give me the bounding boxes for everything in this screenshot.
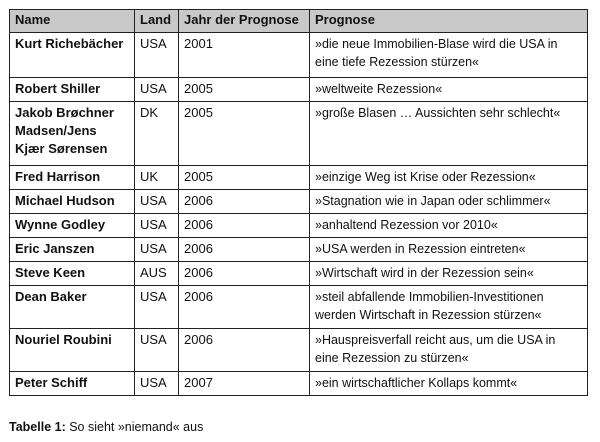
- land-cell: USA: [135, 190, 179, 214]
- jahr-cell: 2006: [179, 286, 310, 329]
- jahr-cell: 2006: [179, 329, 310, 372]
- prognose-cell: »Hauspreisverfall reicht aus, um die USA in eine Rezession zu stürzen«: [310, 329, 588, 372]
- name-cell: Steve Keen: [10, 262, 135, 286]
- prognose-cell: »große Blasen … Aussichten sehr schlecht«: [310, 102, 588, 166]
- prognose-cell: »ein wirtschaftlicher Kollaps kommt«: [310, 372, 588, 396]
- table-row: [10, 262, 588, 286]
- table-row: [10, 102, 588, 166]
- table-row: [10, 214, 588, 238]
- name-cell: Dean Baker: [10, 286, 135, 329]
- land-cell: USA: [135, 33, 179, 78]
- jahr-cell: 2006: [179, 262, 310, 286]
- table-row: [10, 33, 588, 78]
- name-cell: Peter Schiff: [10, 372, 135, 396]
- header-jahr: Jahr der Prognose: [179, 10, 310, 33]
- land-cell: AUS: [135, 262, 179, 286]
- prognose-cell: »Stagnation wie in Japan oder schlimmer«: [310, 190, 588, 214]
- prognose-cell: »weltweite Rezession«: [310, 78, 588, 102]
- name-cell: Robert Shiller: [10, 78, 135, 102]
- prognose-cell: »USA werden in Rezession eintreten«: [310, 238, 588, 262]
- prognose-cell: »die neue Immobilien-Blase wird die USA in eine tiefe Rezession stürzen«: [310, 33, 588, 78]
- land-cell: USA: [135, 78, 179, 102]
- name-cell: Jakob Brøchner Madsen/Jens Kjær Sørensen: [10, 102, 135, 166]
- name-cell: Fred Harrison: [10, 166, 135, 190]
- table-row: [10, 190, 588, 214]
- table-row: [10, 286, 588, 329]
- land-cell: DK: [135, 102, 179, 166]
- caption-text: So sieht »niemand« aus: [65, 420, 204, 434]
- table-caption: [9, 420, 203, 434]
- table-row: [10, 372, 588, 396]
- prognose-cell: »einzige Weg ist Krise oder Rezession«: [310, 166, 588, 190]
- prognose-cell: »Wirtschaft wird in der Rezession sein«: [310, 262, 588, 286]
- land-cell: USA: [135, 238, 179, 262]
- land-cell: UK: [135, 166, 179, 190]
- jahr-cell: 2005: [179, 102, 310, 166]
- name-cell: Wynne Godley: [10, 214, 135, 238]
- land-cell: USA: [135, 286, 179, 329]
- prognose-cell: »steil abfallende Immobilien-Investitionen werden Wirtschaft in Rezession stürzen«: [310, 286, 588, 329]
- forecast-table: [9, 9, 588, 396]
- table-row: [10, 238, 588, 262]
- table-row: [10, 166, 588, 190]
- header-prognose: Prognose: [310, 10, 588, 33]
- jahr-cell: 2005: [179, 78, 310, 102]
- prognose-cell: »anhaltend Rezession vor 2010«: [310, 214, 588, 238]
- name-cell: Michael Hudson: [10, 190, 135, 214]
- name-cell: Nouriel Roubini: [10, 329, 135, 372]
- jahr-cell: 2005: [179, 166, 310, 190]
- jahr-cell: 2006: [179, 214, 310, 238]
- jahr-cell: 2001: [179, 33, 310, 78]
- jahr-cell: 2006: [179, 238, 310, 262]
- caption-label: Tabelle 1:: [9, 420, 66, 434]
- name-cell: Eric Janszen: [10, 238, 135, 262]
- land-cell: USA: [135, 372, 179, 396]
- name-cell: Kurt Richebächer: [10, 33, 135, 78]
- jahr-cell: 2007: [179, 372, 310, 396]
- table-row: [10, 78, 588, 102]
- table-header-row: [10, 10, 588, 33]
- header-name: Name: [10, 10, 135, 33]
- table-row: [10, 329, 588, 372]
- land-cell: USA: [135, 214, 179, 238]
- header-land: Land: [135, 10, 179, 33]
- land-cell: USA: [135, 329, 179, 372]
- jahr-cell: 2006: [179, 190, 310, 214]
- table-body: [10, 33, 588, 396]
